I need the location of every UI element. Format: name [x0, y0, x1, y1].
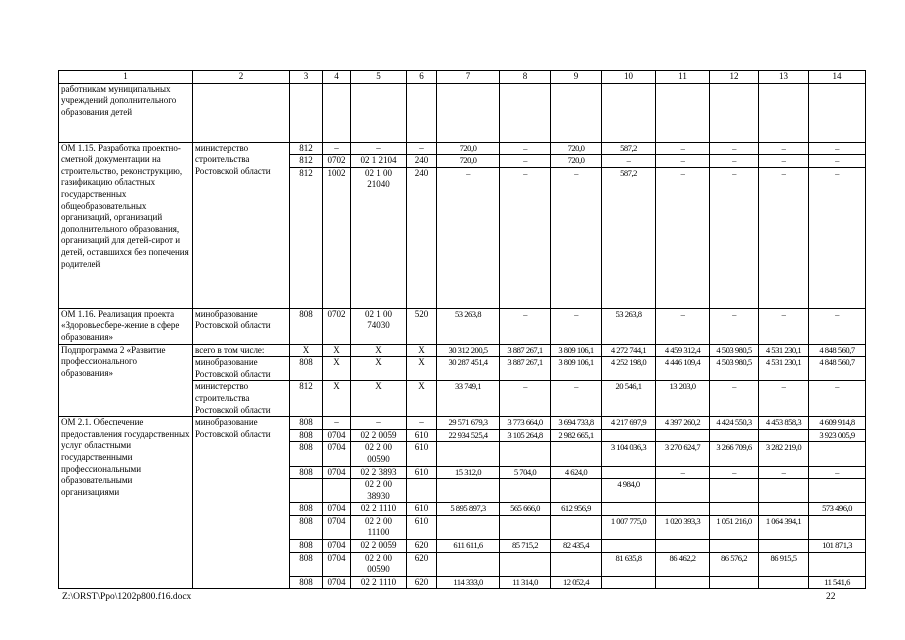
value-cell: X [407, 357, 437, 381]
value-cell: – [710, 155, 759, 168]
value-cell [602, 466, 656, 479]
value-cell: 101 871,3 [809, 540, 866, 553]
value-cell: 610 [407, 515, 437, 539]
row-title: работникам муниципальных учреждений дополнительного образования детей [59, 83, 193, 142]
value-cell: 4 984,0 [602, 479, 656, 503]
column-header: 3 [290, 71, 323, 84]
value-cell [551, 552, 602, 576]
value-cell: 22 934 525,4 [437, 429, 500, 442]
value-cell [656, 429, 710, 442]
value-cell: 3 270 624,7 [656, 442, 710, 466]
value-cell [602, 540, 656, 553]
value-cell [809, 479, 866, 503]
value-cell: – [500, 155, 551, 168]
table-row [59, 142, 866, 155]
value-cell: 3 809 106,1 [551, 344, 602, 357]
value-cell: 12 052,4 [551, 576, 602, 589]
value-cell: 808 [290, 466, 323, 479]
value-cell: 4 531 230,1 [759, 344, 809, 357]
value-cell: 3 809 106,1 [551, 357, 602, 381]
value-cell: 5 895 897,3 [437, 503, 500, 516]
value-cell: 02 2 1110 [351, 503, 407, 516]
value-cell: – [500, 308, 551, 344]
value-cell: 812 [290, 155, 323, 168]
value-cell [656, 540, 710, 553]
value-cell: 3 887 267,1 [500, 357, 551, 381]
value-cell: 587,2 [602, 142, 656, 155]
value-cell: 0704 [323, 576, 351, 589]
value-cell: – [759, 308, 809, 344]
value-cell: X [323, 381, 351, 417]
value-cell [809, 442, 866, 466]
value-cell [437, 479, 500, 503]
value-cell [407, 479, 437, 503]
value-cell: 15 312,0 [437, 466, 500, 479]
value-cell: X [323, 357, 351, 381]
value-cell: 114 333,0 [437, 576, 500, 589]
value-cell: – [551, 308, 602, 344]
value-cell [710, 503, 759, 516]
column-header: 13 [759, 71, 809, 84]
value-cell: – [656, 167, 710, 308]
value-cell: 0704 [323, 503, 351, 516]
row-title: ОМ 2.1. Обеспечение предоставления государственных услуг областными государственными профессиональными образовательными организациями [59, 417, 193, 589]
value-cell: 720,0 [437, 155, 500, 168]
value-cell: 610 [407, 503, 437, 516]
executor-cell: всего в том числе: [193, 344, 290, 357]
value-cell: 720,0 [551, 155, 602, 168]
value-cell: 02 2 0059 [351, 429, 407, 442]
budget-table [58, 70, 866, 589]
value-cell: 1002 [323, 167, 351, 308]
value-cell: 808 [290, 540, 323, 553]
value-cell: – [759, 466, 809, 479]
value-cell: 5 704,0 [500, 466, 551, 479]
value-cell: 86 915,5 [759, 552, 809, 576]
value-cell [437, 515, 500, 539]
value-cell: 1 064 394,1 [759, 515, 809, 539]
value-cell: – [602, 155, 656, 168]
value-cell: 53 263,8 [437, 308, 500, 344]
value-cell: 11 541,6 [809, 576, 866, 589]
value-cell: 02 1 00 74030 [351, 308, 407, 344]
value-cell: – [351, 417, 407, 430]
value-cell: – [551, 381, 602, 417]
value-cell: 4 503 980,5 [710, 357, 759, 381]
value-cell [602, 503, 656, 516]
value-cell: – [500, 381, 551, 417]
value-cell: – [656, 466, 710, 479]
value-cell: 808 [290, 552, 323, 576]
executor-cell: минобразование Ростовской области [193, 417, 290, 589]
value-cell [759, 503, 809, 516]
value-cell: – [323, 142, 351, 155]
row-title: ОМ 1.15. Разработка проектно-сметной документации на строительство, реконструкцию, газификацию областных государственных общеобразовательных организаций, организаций дополнительного образования, организаций для детей-сирот и детей, оставшихся без попечения родителей [59, 142, 193, 308]
value-cell: – [407, 417, 437, 430]
value-cell: 02 2 00 00590 [351, 552, 407, 576]
empty-cell [437, 83, 500, 142]
value-cell [500, 442, 551, 466]
value-cell [809, 552, 866, 576]
value-cell: 85 715,2 [500, 540, 551, 553]
value-cell: X [323, 344, 351, 357]
value-cell: 720,0 [551, 142, 602, 155]
value-cell [759, 540, 809, 553]
value-cell: – [759, 142, 809, 155]
value-cell: 29 571 679,3 [437, 417, 500, 430]
row-title: Подпрограмма 2 «Развитие профессионального образования» [59, 344, 193, 417]
empty-cell [351, 83, 407, 142]
value-cell [656, 503, 710, 516]
header-row [59, 71, 866, 84]
column-header: 5 [351, 71, 407, 84]
value-cell: 02 2 3893 [351, 466, 407, 479]
value-cell: 812 [290, 167, 323, 308]
empty-cell [656, 83, 710, 142]
value-cell: – [710, 308, 759, 344]
value-cell: 30 287 451,4 [437, 357, 500, 381]
value-cell: 4 446 109,4 [656, 357, 710, 381]
value-cell: 4 848 560,7 [809, 357, 866, 381]
value-cell [602, 576, 656, 589]
value-cell: – [809, 308, 866, 344]
empty-cell [710, 83, 759, 142]
value-cell: 0702 [323, 155, 351, 168]
value-cell: 4 609 914,8 [809, 417, 866, 430]
value-cell: 0704 [323, 466, 351, 479]
value-cell: 53 263,8 [602, 308, 656, 344]
table-row [59, 83, 866, 142]
value-cell: 3 282 219,0 [759, 442, 809, 466]
value-cell: 20 546,1 [602, 381, 656, 417]
value-cell [759, 429, 809, 442]
value-cell: 620 [407, 540, 437, 553]
value-cell: 0702 [323, 308, 351, 344]
value-cell: 612 956,9 [551, 503, 602, 516]
value-cell [710, 479, 759, 503]
value-cell: 4 848 560,7 [809, 344, 866, 357]
value-cell: X [407, 344, 437, 357]
empty-cell [323, 83, 351, 142]
value-cell: 3 923 005,9 [809, 429, 866, 442]
value-cell: 808 [290, 429, 323, 442]
value-cell: 240 [407, 167, 437, 308]
value-cell: 0704 [323, 429, 351, 442]
value-cell: 3 266 709,6 [710, 442, 759, 466]
value-cell: 610 [407, 466, 437, 479]
value-cell: 3 694 733,8 [551, 417, 602, 430]
empty-cell [193, 83, 290, 142]
value-cell: X [351, 344, 407, 357]
value-cell [551, 479, 602, 503]
value-cell: – [809, 142, 866, 155]
value-cell: 4 624,0 [551, 466, 602, 479]
column-header: 4 [323, 71, 351, 84]
value-cell: 4 453 858,3 [759, 417, 809, 430]
value-cell: 610 [407, 429, 437, 442]
value-cell: 812 [290, 381, 323, 417]
value-cell [710, 429, 759, 442]
value-cell: 808 [290, 503, 323, 516]
value-cell [500, 552, 551, 576]
empty-cell [809, 83, 866, 142]
footer-file-path: Z:\ORST\Ppo\1202p800.f16.docx [62, 592, 192, 602]
value-cell: 02 1 2104 [351, 155, 407, 168]
value-cell: – [551, 167, 602, 308]
value-cell: – [809, 381, 866, 417]
value-cell: 30 312 200,5 [437, 344, 500, 357]
value-cell: 808 [290, 442, 323, 466]
value-cell: 3 104 036,3 [602, 442, 656, 466]
value-cell [323, 479, 351, 503]
page-number: 22 [826, 592, 836, 602]
empty-cell [602, 83, 656, 142]
value-cell [759, 479, 809, 503]
executor-cell: минобразование Ростовской области [193, 357, 290, 381]
value-cell: 02 2 00 11100 [351, 515, 407, 539]
value-cell: 3 105 264,8 [500, 429, 551, 442]
value-cell: 812 [290, 142, 323, 155]
value-cell [500, 515, 551, 539]
row-title: ОМ 1.16. Реализация проекта «Здоровьесбере-жение в сфере образования» [59, 308, 193, 344]
value-cell: 02 2 00 38930 [351, 479, 407, 503]
value-cell: – [809, 155, 866, 168]
column-header: 14 [809, 71, 866, 84]
value-cell [809, 515, 866, 539]
value-cell: 4 252 198,0 [602, 357, 656, 381]
value-cell [551, 442, 602, 466]
table-row [59, 308, 866, 344]
value-cell [437, 552, 500, 576]
value-cell: 808 [290, 357, 323, 381]
value-cell: 11 314,0 [500, 576, 551, 589]
empty-cell [407, 83, 437, 142]
value-cell: – [656, 308, 710, 344]
value-cell: 240 [407, 155, 437, 168]
value-cell [759, 576, 809, 589]
value-cell: 0704 [323, 552, 351, 576]
value-cell: 4 272 744,1 [602, 344, 656, 357]
value-cell [437, 442, 500, 466]
empty-cell [290, 83, 323, 142]
value-cell: 86 576,2 [710, 552, 759, 576]
value-cell [290, 479, 323, 503]
column-header: 12 [710, 71, 759, 84]
value-cell: 720,0 [437, 142, 500, 155]
value-cell: 81 635,8 [602, 552, 656, 576]
table-row [59, 417, 866, 430]
value-cell: 620 [407, 576, 437, 589]
value-cell: 02 2 0059 [351, 540, 407, 553]
value-cell: – [710, 142, 759, 155]
value-cell: 620 [407, 552, 437, 576]
value-cell: 610 [407, 442, 437, 466]
value-cell: – [500, 167, 551, 308]
value-cell: 808 [290, 308, 323, 344]
value-cell: 520 [407, 308, 437, 344]
executor-cell: министерство строительства Ростовской области [193, 381, 290, 417]
value-cell: 0704 [323, 442, 351, 466]
value-cell [710, 540, 759, 553]
value-cell [710, 576, 759, 589]
column-header: 10 [602, 71, 656, 84]
value-cell: – [656, 155, 710, 168]
value-cell: 02 1 00 21040 [351, 167, 407, 308]
value-cell: 33 749,1 [437, 381, 500, 417]
value-cell: – [759, 167, 809, 308]
value-cell [602, 429, 656, 442]
value-cell [656, 479, 710, 503]
value-cell: 0704 [323, 515, 351, 539]
column-header: 8 [500, 71, 551, 84]
executor-cell: минобразование Ростовской области [193, 308, 290, 344]
value-cell: 0704 [323, 540, 351, 553]
value-cell: – [710, 381, 759, 417]
value-cell: – [809, 167, 866, 308]
value-cell [551, 515, 602, 539]
value-cell: 02 2 1110 [351, 576, 407, 589]
value-cell: – [710, 466, 759, 479]
value-cell: – [351, 142, 407, 155]
value-cell: – [809, 466, 866, 479]
value-cell: – [656, 142, 710, 155]
value-cell: 4 531 230,1 [759, 357, 809, 381]
value-cell: 02 2 00 00590 [351, 442, 407, 466]
value-cell: – [323, 417, 351, 430]
value-cell: 4 217 697,9 [602, 417, 656, 430]
empty-cell [500, 83, 551, 142]
value-cell: 4 424 550,3 [710, 417, 759, 430]
value-cell: 1 020 393,3 [656, 515, 710, 539]
value-cell: X [351, 381, 407, 417]
value-cell: – [407, 142, 437, 155]
value-cell: 3 773 664,0 [500, 417, 551, 430]
column-header: 2 [193, 71, 290, 84]
value-cell: 1 051 216,0 [710, 515, 759, 539]
column-header: 7 [437, 71, 500, 84]
value-cell: 587,2 [602, 167, 656, 308]
value-cell: 4 459 312,4 [656, 344, 710, 357]
value-cell: 808 [290, 417, 323, 430]
value-cell: X [290, 344, 323, 357]
value-cell: X [351, 357, 407, 381]
value-cell: – [759, 155, 809, 168]
executor-cell: министерство строительства Ростовской области [193, 142, 290, 308]
column-header: 9 [551, 71, 602, 84]
value-cell: 573 496,0 [809, 503, 866, 516]
value-cell: – [759, 381, 809, 417]
value-cell: 808 [290, 576, 323, 589]
column-header: 1 [59, 71, 193, 84]
value-cell [656, 576, 710, 589]
value-cell: 565 666,0 [500, 503, 551, 516]
value-cell: 808 [290, 515, 323, 539]
value-cell [500, 479, 551, 503]
value-cell: 4 397 260,2 [656, 417, 710, 430]
value-cell: – [437, 167, 500, 308]
value-cell: – [710, 167, 759, 308]
empty-cell [551, 83, 602, 142]
value-cell: 3 887 267,1 [500, 344, 551, 357]
value-cell: 611 611,6 [437, 540, 500, 553]
column-header: 6 [407, 71, 437, 84]
value-cell: X [407, 381, 437, 417]
value-cell: – [500, 142, 551, 155]
value-cell: 4 503 980,5 [710, 344, 759, 357]
table-row [59, 344, 866, 357]
value-cell: 82 435,4 [551, 540, 602, 553]
empty-cell [759, 83, 809, 142]
value-cell: 13 203,0 [656, 381, 710, 417]
column-header: 11 [656, 71, 710, 84]
value-cell: 2 982 665,1 [551, 429, 602, 442]
value-cell: 86 462,2 [656, 552, 710, 576]
value-cell: 1 007 775,0 [602, 515, 656, 539]
